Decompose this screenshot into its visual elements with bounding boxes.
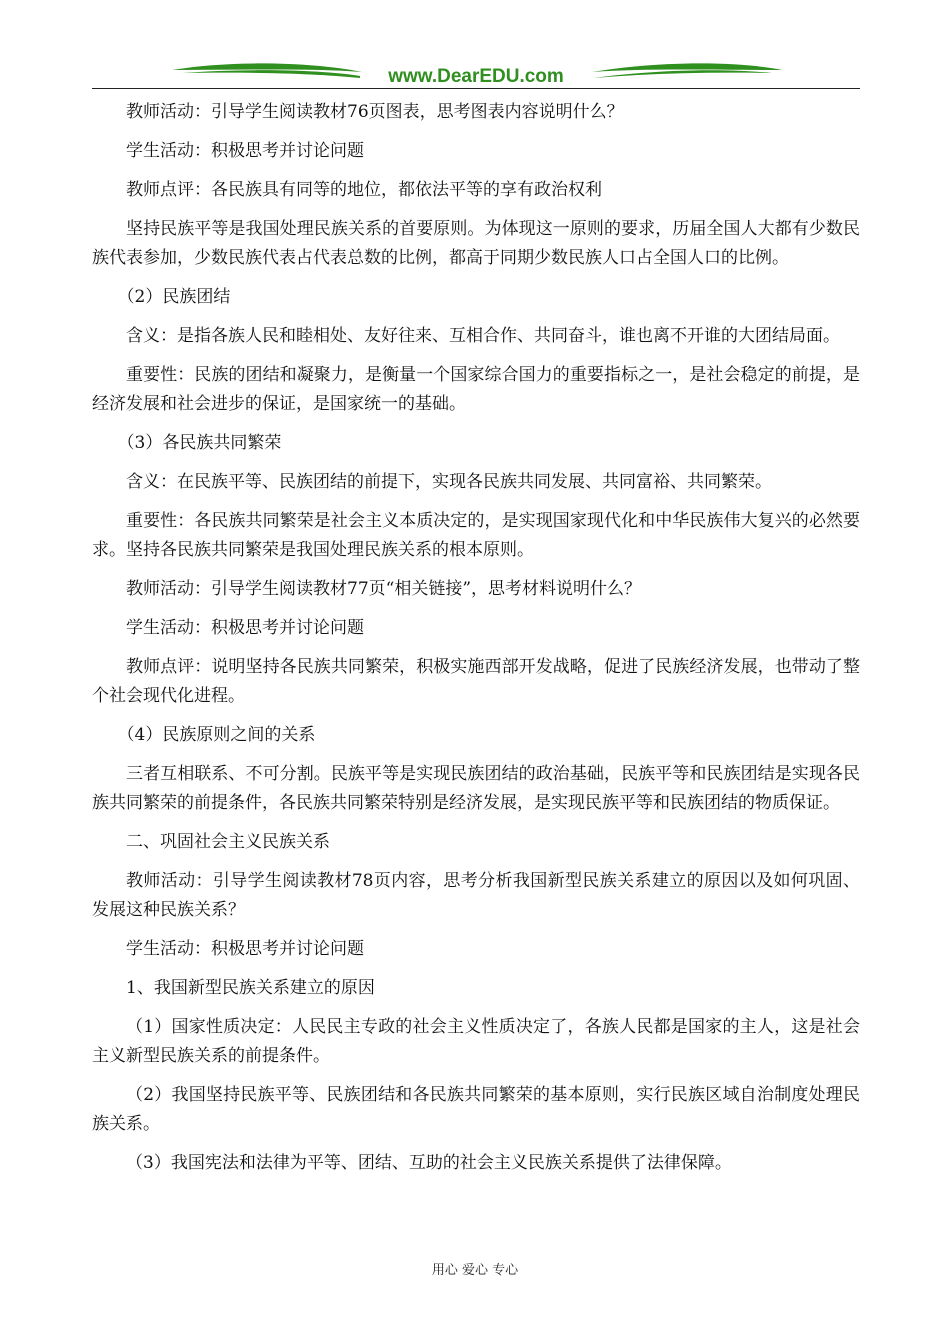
paragraph: 教师点评：说明坚持各民族共同繁荣，积极实施西部开发战略，促进了民族经济发展，也带动了整个社会现代化进程。 xyxy=(92,657,860,706)
paragraph: 三者互相联系、不可分割。民族平等是实现民族团结的政治基础，民族平等和民族团结是实现各民族共同繁荣的前提条件，各民族共同繁荣特别是经济发展，是实现民族平等和民族团结的物质保证。 xyxy=(92,764,860,813)
paragraph: 重要性：各民族共同繁荣是社会主义本质决定的，是实现国家现代化和中华民族伟大复兴的必然要求。坚持各民族共同繁荣是我国处理民族关系的根本原则。 xyxy=(92,511,860,560)
paragraph: 1、我国新型民族关系建立的原因 xyxy=(126,978,375,998)
paragraph: 教师点评：各民族具有同等的地位，都依法平等的享有政治权利 xyxy=(126,180,602,200)
header-divider xyxy=(92,88,860,89)
paragraph: 学生活动：积极思考并讨论问题 xyxy=(126,141,364,161)
paragraph: 重要性：民族的团结和凝聚力，是衡量一个国家综合国力的重要指标之一，是社会稳定的前提，是经济发展和社会进步的保证，是国家统一的基础。 xyxy=(92,365,860,414)
paragraph: （2）我国坚持民族平等、民族团结和各民族共同繁荣的基本原则，实行民族区域自治制度处理民族关系。 xyxy=(92,1085,860,1134)
dearedu-logo xyxy=(92,56,860,92)
paragraph: 教师活动：引导学生阅读教材77页“相关链接”，思考材料说明什么？ xyxy=(126,579,642,599)
page-footer: 用心 爱心 专心 xyxy=(431,1263,519,1278)
paragraph: 教师活动：引导学生阅读教材78页内容，思考分析我国新型民族关系建立的原因以及如何巩固、发展这种民族关系？ xyxy=(92,871,860,920)
left-swoosh-underline xyxy=(182,70,360,78)
paragraph: 教师活动：引导学生阅读教材76页图表，思考图表内容说明什么？ xyxy=(126,102,624,122)
paragraph: 含义：在民族平等、民族团结的前提下，实现各民族共同发展、共同富裕、共同繁荣。 xyxy=(126,472,772,492)
document-body xyxy=(92,98,860,1188)
paragraph: （1）国家性质决定：人民民主专政的社会主义性质决定了，各族人民都是国家的主人，这是社会主义新型民族关系的前提条件。 xyxy=(92,1017,860,1066)
paragraph: 坚持民族平等是我国处理民族关系的首要原则。为体现这一原则的要求，历届全国人大都有少数民族代表参加，少数民族代表占代表总数的比例，都高于同期少数民族人口占全国人口的比例。 xyxy=(92,219,860,268)
paragraph: 二、巩固社会主义民族关系 xyxy=(126,832,330,852)
logo-text: www.DearEDU.com xyxy=(388,66,564,87)
paragraph: （4）民族原则之间的关系 xyxy=(117,725,316,745)
page-header xyxy=(92,56,860,92)
paragraph: 学生活动：积极思考并讨论问题 xyxy=(126,618,364,638)
right-swoosh-underline xyxy=(594,70,772,78)
paragraph: （2）民族团结 xyxy=(117,287,231,307)
paragraph: 学生活动：积极思考并讨论问题 xyxy=(126,939,364,959)
paragraph: 含义：是指各族人民和睦相处、友好往来、互相合作、共同奋斗，谁也离不开谁的大团结局面。 xyxy=(126,326,840,346)
paragraph: （3）各民族共同繁荣 xyxy=(117,433,282,453)
paragraph: （3）我国宪法和法律为平等、团结、互助的社会主义民族关系提供了法律保障。 xyxy=(126,1153,732,1173)
